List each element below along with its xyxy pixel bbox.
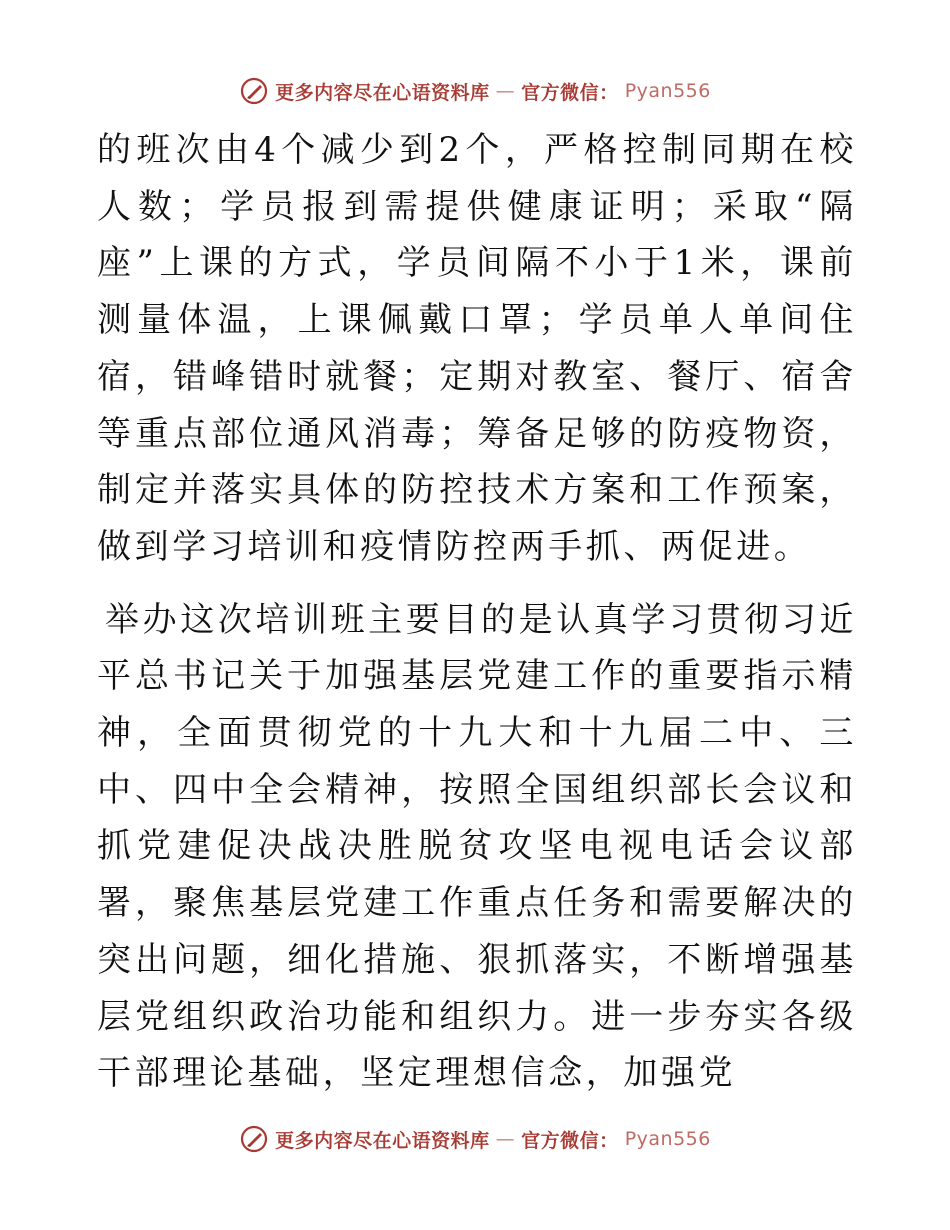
watermark-wechat-id: Pyan556 xyxy=(624,80,711,102)
quill-logo-icon xyxy=(239,76,269,106)
watermark-wechat-label: 官方微信： xyxy=(521,1129,619,1152)
paragraph-1: 的班次由4个减少到2个，严格控制同期在校人数；学员报到需提供健康证明；采取“隔座”上课的方式，学员间隔不小于1米，课前测量体温，上课佩戴口罩；学员单人单间住宿，错峰错时就餐；定期对教室、餐厅、宿舍等重点部位通风消毒；筹备足够的防疫物资，制定并落实具体的防控技术方案和工作预案，做到学习培训和疫情防控两手抓、两促进。 xyxy=(97,130,857,567)
watermark-wechat-id: Pyan556 xyxy=(624,1128,711,1150)
document-body xyxy=(97,122,857,1102)
quill-logo-icon xyxy=(239,1124,269,1154)
header-watermark xyxy=(0,76,950,106)
watermark-wechat-label: 官方微信： xyxy=(521,81,619,104)
watermark-brand: 更多内容尽在心语资料库 xyxy=(275,1129,490,1152)
watermark-separator: — xyxy=(495,1128,516,1150)
watermark-brand: 更多内容尽在心语资料库 xyxy=(275,81,490,104)
paragraph-2: 举办这次培训班主要目的是认真学习贯彻习近平总书记关于加强基层党建工作的重要指示精神，全面贯彻党的十九大和十九届二中、三中、四中全会精神，按照全国组织部长会议和抓党建促决战决胜脱贫攻坚电视电话会议部署，聚焦基层党建工作重点任务和需要解决的突出问题，细化措施、狠抓落实，不断增强基层党组织政治功能和组织力。进一步夯实各级干部理论基础，坚定理想信念，加强党 xyxy=(97,599,857,1094)
footer-watermark xyxy=(0,1124,950,1154)
watermark-separator: — xyxy=(495,80,516,102)
